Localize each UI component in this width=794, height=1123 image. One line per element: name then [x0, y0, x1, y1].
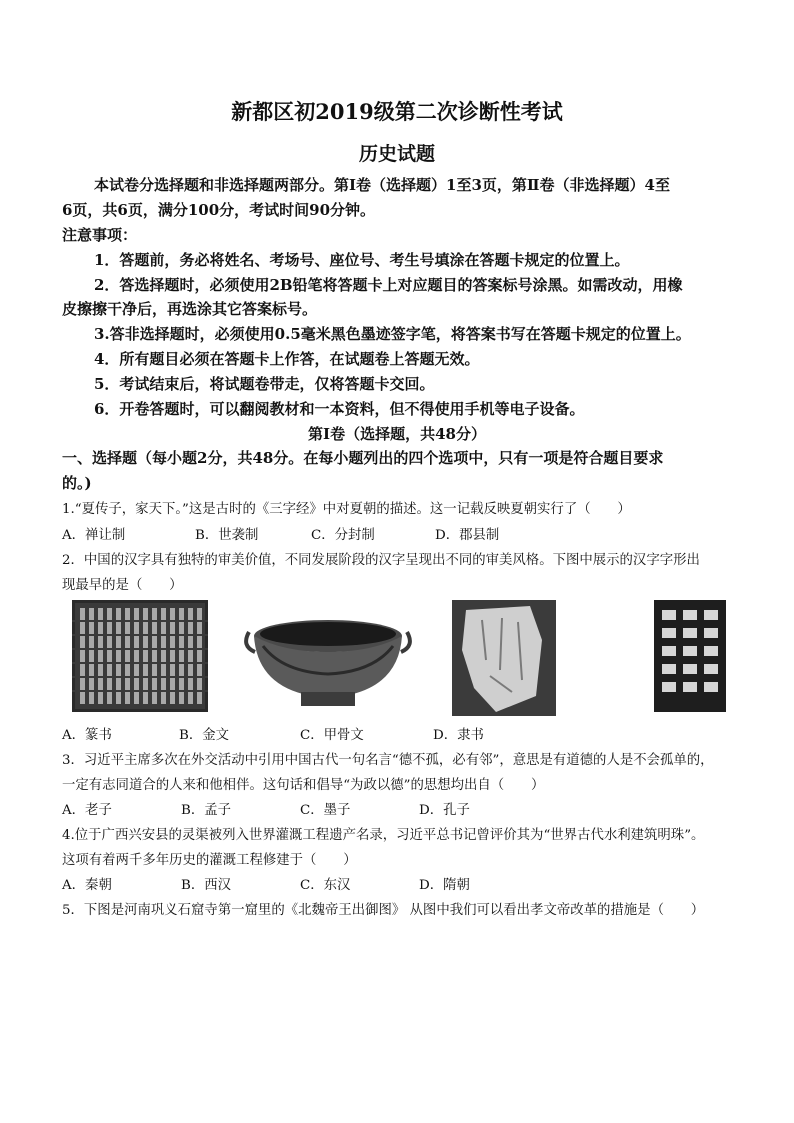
q2-option-c: C．甲骨文: [300, 728, 364, 743]
seal-script-tablet-image: [72, 600, 208, 712]
notice-title: 注意事项：: [62, 226, 138, 244]
q4-option-d: D．隋朝: [419, 878, 470, 893]
section-instructions-1: 一、选择题（每小题2分，共48分。在每小题列出的四个选项中，只有一项是符合题目要求: [62, 449, 664, 467]
notice-item-6: 6．开卷答题时，可以翻阅教材和一本资料，但不得使用手机等电子设备。: [94, 400, 585, 418]
q4-option-b: B．西汉: [181, 878, 232, 893]
question-3-stem-2: 一定有志同道合的人来和他相伴。这句话和倡导“为政以德”的思想均出自（ ）: [62, 778, 545, 793]
q4-option-c: C．东汉: [300, 878, 351, 893]
notice-item-5: 5．考试结束后，将试题卷带走，仅将答题卡交回。: [94, 375, 435, 393]
q1-option-c: C．分封制: [311, 528, 375, 543]
section-instructions-2: 的。): [62, 474, 92, 492]
q3-option-c: C．墨子: [300, 803, 351, 818]
q1-option-b: B．世袭制: [195, 528, 259, 543]
intro-line-2: 6页，共6页，满分100分，考试时间90分钟。: [62, 201, 376, 219]
question-4-stem-2: 这项有着两千多年历史的灌溉工程修建于（ ）: [62, 853, 357, 868]
clerical-script-image: [654, 600, 726, 712]
q2-option-d: D．隶书: [433, 728, 484, 743]
q4-option-a: A．秦朝: [62, 878, 112, 893]
oracle-bone-image: [452, 600, 556, 716]
q1-option-d: D．郡县制: [435, 528, 500, 543]
question-2-stem-2: 现最早的是（ ）: [62, 578, 183, 593]
notice-item-1: 1．答题前，务必将姓名、考场号、座位号、考生号填涂在答题卡规定的位置上。: [94, 251, 630, 269]
section-heading: 第Ⅰ卷（选择题，共48分）: [308, 425, 486, 443]
question-4-stem-1: 4.位于广西兴安县的灵渠被列入世界灌溉工程遗产名录，习近平总书记曾评价其为“世界古代水利建筑明珠”。: [62, 828, 705, 843]
notice-item-3: 3.答非选择题时，必须使用0.5毫米黑色墨迹签字笔，将答案书写在答题卡规定的位置上。: [94, 325, 691, 343]
notice-item-2a: 2．答选择题时，必须使用2B铅笔将答题卡上对应题目的答案标号涂黑。如需改动，用橡: [94, 276, 683, 294]
q2-option-b: B．金文: [179, 728, 230, 743]
exam-subtitle: 历史试题: [358, 143, 435, 165]
question-5-stem: 5．下图是河南巩义石窟寺第一窟里的《北魏帝王出御图》 从图中我们可以看出孝文帝改革的措施是（ ）: [62, 903, 705, 918]
q1-option-a: A．禅让制: [62, 528, 126, 543]
intro-line-1: 本试卷分选择题和非选择题两部分。第Ⅰ卷（选择题）1至3页，第Ⅱ卷（非选择题）4至: [94, 176, 670, 194]
bronze-vessel-image: [243, 612, 413, 712]
q3-option-b: B．孟子: [181, 803, 232, 818]
exam-title: 新都区初2019级第二次诊断性考试: [231, 99, 563, 124]
question-3-stem-1: 3．习近平主席多次在外交活动中引用中国古代一句名言“德不孤，必有邻”，意思是有道德的人是不会孤单的，: [62, 753, 714, 768]
notice-item-4: 4．所有题目必须在答题卡上作答，在试题卷上答题无效。: [94, 350, 480, 368]
question-2-stem-1: 2．中国的汉字具有独特的审美价值，不同发展阶段的汉字呈现出不同的审美风格。下图中展示的汉字字形出: [62, 553, 700, 568]
q3-option-a: A．老子: [62, 803, 112, 818]
q3-option-d: D．孔子: [419, 803, 470, 818]
question-1-stem: 1.“夏传子，家天下。”这是古时的《三字经》中对夏朝的描述。这一记载反映夏朝实行了（ ）: [62, 502, 631, 517]
q2-option-a: A．篆书: [62, 728, 112, 743]
notice-item-2b: 皮擦擦干净后，再选涂其它答案标号。: [62, 300, 318, 318]
